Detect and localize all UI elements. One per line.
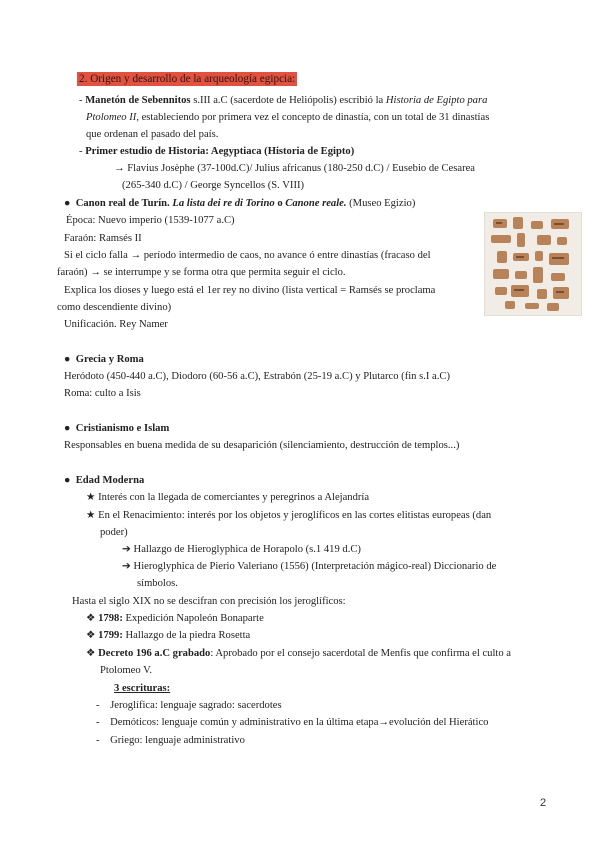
- page-number: 2: [540, 797, 547, 809]
- papyrus-fragments-icon: [485, 213, 581, 315]
- escritura-item-3: - Griego: lenguaje administrativo: [96, 735, 245, 746]
- section-title: 2. Origen y desarrollo de la arqueología egipcia:: [79, 73, 296, 85]
- primer-estudio-line-1: → Flavius Josèphe (37-100d.C)/ Julius africanus (180-250 d.C) / Eusebio de Cesarea: [114, 163, 476, 174]
- diamond-icon: ❖: [86, 613, 96, 624]
- moderna-item-1: ★ Interés con la llegada de comerciantes y peregrinos a Alejandría: [86, 492, 370, 503]
- canon-faraon: Faraón: Ramsés II: [64, 233, 142, 244]
- maneton-line-1: - Manetón de Sebennitos s.III a.C (sacerdote de Heliópolis) escribió la Historia de Egipto para: [79, 95, 488, 106]
- papyrus-image: [484, 212, 582, 316]
- moderna-sub-1: ➔ Hallazgo de Hieroglyphica de Horapolo (s.1 419 d.C): [122, 544, 361, 555]
- moderna-item-2: ★ En el Renacimiento: interés por los objetos y jeroglíficos en las cortes elitistas europeas (dan: [86, 510, 492, 521]
- diamond-icon: ❖: [86, 630, 96, 641]
- escritura-item-2: - Demóticos: lenguaje común y administrativo en la última etapa→evolución del Hierático: [96, 717, 489, 728]
- grecia-line-2: Roma: culto a Isis: [64, 388, 141, 399]
- moderna-item-2-cont: poder): [100, 527, 128, 538]
- bullet-icon: ●: [64, 423, 71, 434]
- moderna-hasta: Hasta el siglo XIX no se descifran con precisión los jeroglíficos:: [72, 596, 346, 607]
- canon-epoca: Época: Nuevo imperio (1539-1077 a.C): [66, 215, 235, 226]
- primer-estudio-line-2: (265-340 d.C) / George Syncellos (S. VIII): [122, 180, 305, 191]
- canon-explica-1: Explica los dioses y luego está el 1er rey no divino (lista vertical = Ramsés se proclama: [64, 285, 436, 296]
- escritura-item-1: - Jeroglífica: lenguaje sagrado: sacerdotes: [96, 700, 282, 711]
- diamond-icon: ❖: [86, 648, 96, 659]
- grecia-title: ● Grecia y Roma: [64, 354, 144, 365]
- canon-ciclo-2: faraón) → se interrumpe y se forma otra que permita seguir el ciclo.: [57, 267, 346, 278]
- canon-unificacion: Unificación. Rey Namer: [64, 319, 168, 330]
- maneton-line-2: Ptolomeo II, estableciendo por primera vez el concepto de dinastía, con un total de 31 dinastías: [86, 112, 490, 123]
- moderna-sub-2: ➔ Hieroglyphica de Pierio Valeriano (1556) (Interpretación mágico-real) Diccionario de: [122, 561, 497, 572]
- arrow-right-icon: ➔: [122, 561, 131, 572]
- moderna-diamond-1: ❖ 1798: Expedición Napoleón Bonaparte: [86, 613, 264, 624]
- moderna-diamond-2: ❖ 1799: Hallazgo de la piedra Rosetta: [86, 630, 251, 641]
- cristianismo-title: ● Cristianismo e Islam: [64, 423, 170, 434]
- star-icon: ★: [86, 492, 96, 503]
- moderna-diamond-3-cont: Ptolomeo V.: [100, 665, 153, 676]
- bullet-icon: ●: [64, 354, 71, 365]
- canon-explica-2: como descendiente divino): [57, 302, 172, 313]
- grecia-line-1: Heródoto (450-440 a.C), Diodoro (60-56 a.C), Estrabón (25-19 a.C) y Plutarco (fin s.I a.C): [64, 371, 450, 382]
- canon-title: ● Canon real de Turín. La lista dei re di Torino o Canone reale. (Museo Egizio): [64, 198, 416, 209]
- moderna-sub-2-cont: símbolos.: [137, 578, 178, 589]
- bullet-icon: ●: [64, 475, 71, 486]
- star-icon: ★: [86, 510, 96, 521]
- escrituras-title: 3 escrituras:: [114, 683, 171, 694]
- maneton-line-3: que ordenan el pasado del país.: [86, 129, 219, 140]
- primer-estudio-title: - Primer estudio de Historia: Aegyptiaca (Historia de Egipto): [79, 146, 355, 157]
- moderna-title: ● Edad Moderna: [64, 475, 145, 486]
- moderna-diamond-3: ❖ Decreto 196 a.C grabado: Aprobado por el consejo sacerdotal de Menfis que confirma el culto a: [86, 648, 512, 659]
- canon-ciclo-1: Si el ciclo falla → período intermedio de caos, no avance ó entre dinastías (fracaso del: [64, 250, 431, 261]
- cristianismo-line-1: Responsables en buena medida de su desaparición (silenciamiento, destrucción de templos...): [64, 440, 460, 451]
- arrow-right-icon: ➔: [122, 544, 131, 555]
- bullet-icon: ●: [64, 198, 71, 209]
- arrow-right-icon: →: [114, 163, 125, 174]
